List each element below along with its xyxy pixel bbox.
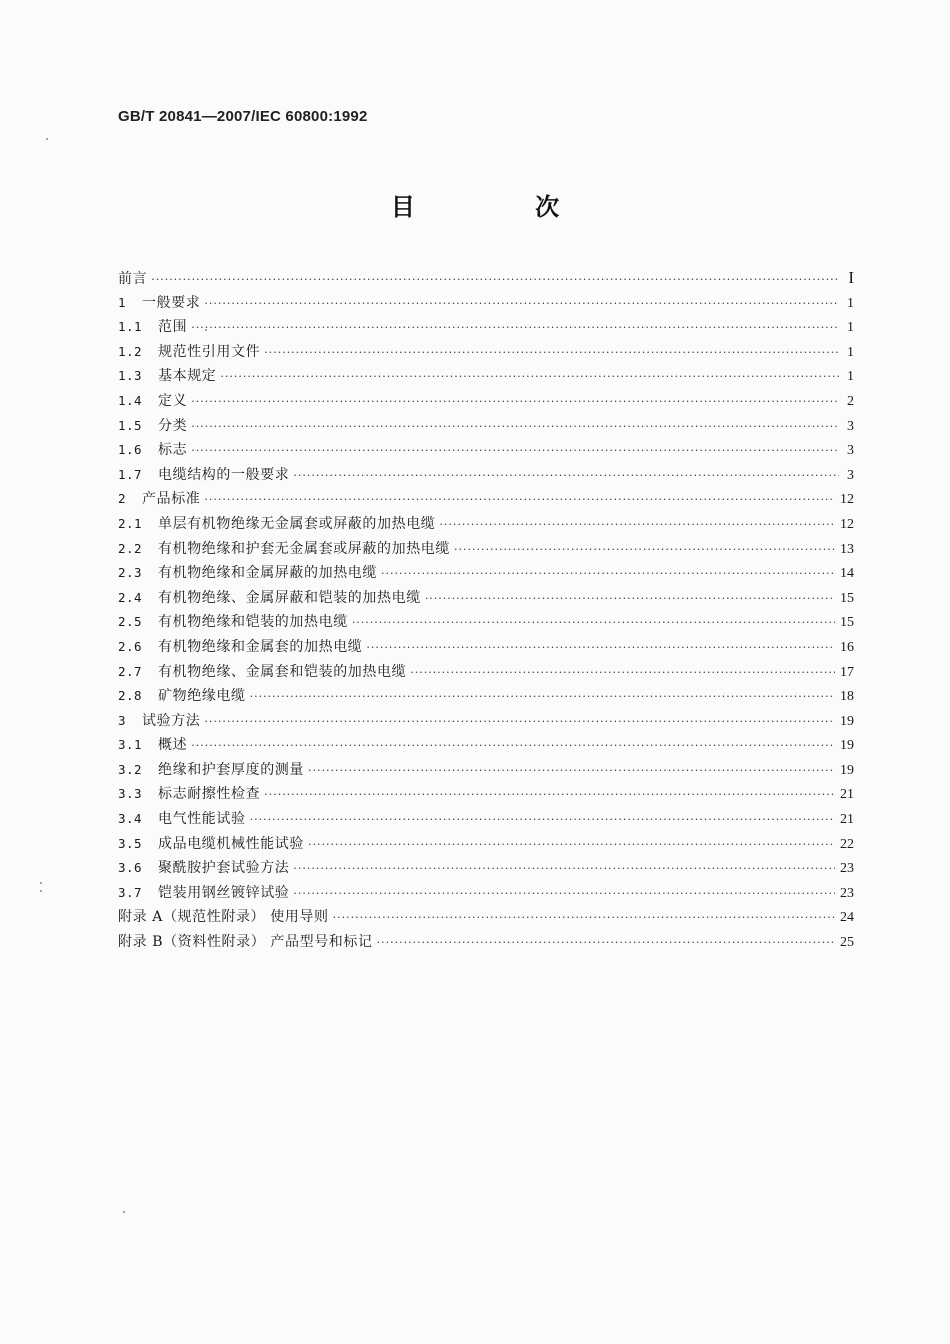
toc-dot-leader — [366, 636, 835, 660]
toc-entry-title: 成品电缆机械性能试验 — [158, 835, 304, 852]
toc-entry-page-number: 18 — [840, 689, 854, 705]
toc-entry-page-number: 19 — [840, 738, 854, 754]
toc-entry[interactable] — [118, 635, 854, 660]
toc-entry-page-number: 12 — [840, 516, 854, 532]
toc-entry-title: 产品标准 — [142, 491, 201, 508]
toc-entry[interactable] — [118, 487, 854, 512]
toc-entry-title: 铠装用钢丝镀锌试验 — [158, 884, 290, 901]
toc-entry-page-number: I — [848, 268, 854, 287]
toc-entry-number: 3.5 — [118, 835, 143, 851]
toc-dot-leader — [264, 341, 839, 365]
toc-entry-number: 2.5 — [118, 614, 143, 630]
toc-entry-page-number: 3 — [847, 443, 854, 459]
toc-entry-number: 3 — [118, 712, 127, 728]
toc-dot-leader — [191, 316, 839, 340]
toc-entry[interactable] — [118, 684, 854, 709]
toc-dot-leader — [381, 562, 835, 586]
toc-entry[interactable] — [118, 709, 854, 734]
toc-entry[interactable] — [118, 340, 854, 365]
toc-entry-number: 3.3 — [118, 786, 143, 802]
toc-entry[interactable] — [118, 537, 854, 562]
toc-entry[interactable] — [118, 832, 854, 857]
toc-entry[interactable] — [118, 586, 854, 611]
toc-entry-page-number: 23 — [840, 885, 854, 901]
toc-entry-number: 2.2 — [118, 540, 143, 556]
toc-dot-leader — [191, 415, 839, 439]
toc-entry-page-number: 12 — [840, 492, 854, 508]
toc-entry-title: 有机物绝缘、金属屏蔽和铠装的加热电缆 — [158, 589, 421, 606]
toc-dot-leader — [191, 390, 839, 414]
toc-entry-page-number: 3 — [847, 467, 854, 483]
toc-entry-title: 单层有机物绝缘无金属套或屏蔽的加热电缆 — [158, 515, 436, 532]
toc-entry-title: 规范性引用文件 — [158, 343, 261, 360]
toc-entry-title: 前言 — [118, 271, 148, 287]
toc-entry-number: 2.1 — [118, 515, 143, 531]
toc-dot-leader — [454, 538, 835, 562]
toc-entry-page-number: 25 — [840, 935, 854, 951]
toc-dot-leader — [220, 365, 839, 389]
toc-entry[interactable] — [118, 561, 854, 586]
toc-entry[interactable] — [118, 881, 854, 906]
toc-entry-page-number: 24 — [840, 910, 854, 926]
toc-entry-number: 1.2 — [118, 343, 143, 359]
toc-entry-page-number: 17 — [840, 664, 854, 680]
toc-entry-number: 2.4 — [118, 589, 143, 605]
toc-entry-number: 3.2 — [118, 761, 143, 777]
toc-list — [118, 266, 854, 955]
toc-entry[interactable] — [118, 364, 854, 389]
toc-entry-page-number: 19 — [840, 713, 854, 729]
toc-dot-leader — [293, 464, 839, 488]
toc-entry-page-number: 3 — [847, 418, 854, 434]
toc-entry-number: 2.3 — [118, 565, 143, 581]
toc-dot-leader — [333, 906, 835, 930]
scan-speck — [205, 329, 207, 331]
toc-entry-page-number: 23 — [840, 861, 854, 877]
scan-speck — [40, 890, 42, 892]
toc-entry-page-number: 1 — [847, 369, 854, 385]
toc-dot-leader — [191, 734, 835, 758]
toc-entry-title: 基本规定 — [158, 368, 217, 385]
toc-entry[interactable] — [118, 512, 854, 537]
toc-entry[interactable] — [118, 782, 854, 807]
toc-entry-title: 矿物绝缘电缆 — [158, 688, 246, 705]
toc-entry-page-number: 13 — [840, 541, 854, 557]
scan-speck — [46, 138, 48, 140]
toc-entry[interactable] — [118, 266, 854, 291]
toc-dot-leader — [308, 759, 835, 783]
toc-entry[interactable] — [118, 389, 854, 414]
toc-entry-title: 标志 — [158, 442, 188, 459]
toc-entry-page-number: 1 — [847, 295, 854, 311]
scan-speck — [123, 1211, 125, 1213]
toc-entry[interactable] — [118, 856, 854, 881]
toc-entry-title: 电气性能试验 — [158, 811, 246, 828]
toc-entry[interactable] — [118, 610, 854, 635]
toc-entry-number: 1.7 — [118, 466, 143, 482]
scan-speck — [40, 882, 42, 884]
toc-entry-title: 概述 — [158, 737, 188, 754]
toc-entry-page-number: 1 — [847, 320, 854, 336]
toc-dot-leader — [151, 268, 839, 291]
toc-entry-number: 1.1 — [118, 319, 143, 335]
toc-entry-page-number: 15 — [840, 590, 854, 606]
toc-dot-leader — [204, 488, 835, 512]
toc-dot-leader — [191, 439, 839, 463]
toc-dot-leader — [308, 833, 835, 857]
toc-entry-number: 2.7 — [118, 663, 143, 679]
toc-entry-title: 有机物绝缘和护套无金属套或屏蔽的加热电缆 — [158, 540, 450, 557]
toc-entry-number: 1 — [118, 294, 127, 310]
toc-entry-title: 有机物绝缘和金属屏蔽的加热电缆 — [158, 565, 377, 582]
toc-dot-leader — [352, 611, 835, 635]
toc-entry[interactable] — [118, 905, 854, 930]
toc-title: 目 次 — [390, 192, 616, 221]
toc-entry-title: 聚酰胺护套试验方法 — [158, 860, 290, 877]
toc-dot-leader — [264, 783, 835, 807]
toc-entry[interactable] — [118, 438, 854, 463]
toc-entry-page-number: 15 — [840, 615, 854, 631]
toc-entry-title: 电缆结构的一般要求 — [158, 466, 290, 483]
toc-entry-page-number: 19 — [840, 762, 854, 778]
toc-entry[interactable] — [118, 930, 854, 955]
toc-entry-title: 一般要求 — [142, 294, 201, 311]
toc-entry-number: 1.6 — [118, 442, 143, 458]
toc-entry-title: 有机物绝缘和金属套的加热电缆 — [158, 638, 363, 655]
toc-dot-leader — [377, 931, 835, 955]
toc-entry-title: 附录 B（资料性附录） 产品型号和标记 — [118, 934, 373, 951]
toc-dot-leader — [425, 587, 835, 611]
toc-entry-page-number: 21 — [840, 787, 854, 803]
toc-entry-title: 分类 — [158, 417, 188, 434]
toc-dot-leader — [293, 857, 835, 881]
toc-entry-number: 1.5 — [118, 417, 143, 433]
toc-entry-number: 2 — [118, 491, 127, 507]
toc-entry-number: 1.4 — [118, 392, 143, 408]
toc-entry[interactable] — [118, 315, 854, 340]
toc-entry[interactable] — [118, 291, 854, 316]
toc-entry[interactable] — [118, 463, 854, 488]
toc-dot-leader — [204, 710, 835, 734]
toc-entry-number: 3.7 — [118, 884, 143, 900]
toc-entry-page-number: 14 — [840, 566, 854, 582]
standard-code: GB/T 20841—2007/IEC 60800:1992 — [118, 108, 368, 125]
toc-entry[interactable] — [118, 758, 854, 783]
toc-entry-number: 3.1 — [118, 737, 143, 753]
toc-entry-number: 2.6 — [118, 638, 143, 654]
toc-entry-title: 附录 A（规范性附录） 使用导则 — [118, 909, 329, 926]
toc-entry-page-number: 2 — [847, 393, 854, 409]
toc-entry[interactable] — [118, 414, 854, 439]
toc-entry[interactable] — [118, 660, 854, 685]
toc-entry-title: 范围 — [158, 319, 188, 336]
toc-entry-number: 2.8 — [118, 688, 143, 704]
toc-dot-leader — [250, 685, 835, 709]
toc-entry[interactable] — [118, 733, 854, 758]
toc-entry-number: 3.4 — [118, 811, 143, 827]
toc-entry-page-number: 21 — [840, 812, 854, 828]
toc-dot-leader — [439, 513, 835, 537]
toc-entry-page-number: 1 — [847, 344, 854, 360]
toc-dot-leader — [250, 808, 835, 832]
toc-dot-leader — [293, 882, 835, 906]
toc-entry-title: 定义 — [158, 392, 188, 409]
toc-entry-title: 绝缘和护套厚度的测量 — [158, 761, 304, 778]
toc-entry-title: 有机物绝缘、金属套和铠装的加热电缆 — [158, 663, 407, 680]
toc-entry-number: 1.3 — [118, 368, 143, 384]
toc-dot-leader — [204, 292, 839, 316]
toc-dot-leader — [410, 661, 835, 685]
toc-entry-title: 试验方法 — [142, 712, 201, 729]
toc-entry-title: 标志耐擦性检查 — [158, 786, 261, 803]
toc-entry[interactable] — [118, 807, 854, 832]
toc-entry-title: 有机物绝缘和铠装的加热电缆 — [158, 614, 348, 631]
toc-entry-page-number: 16 — [840, 639, 854, 655]
toc-entry-number: 3.6 — [118, 860, 143, 876]
toc-entry-page-number: 22 — [840, 836, 854, 852]
